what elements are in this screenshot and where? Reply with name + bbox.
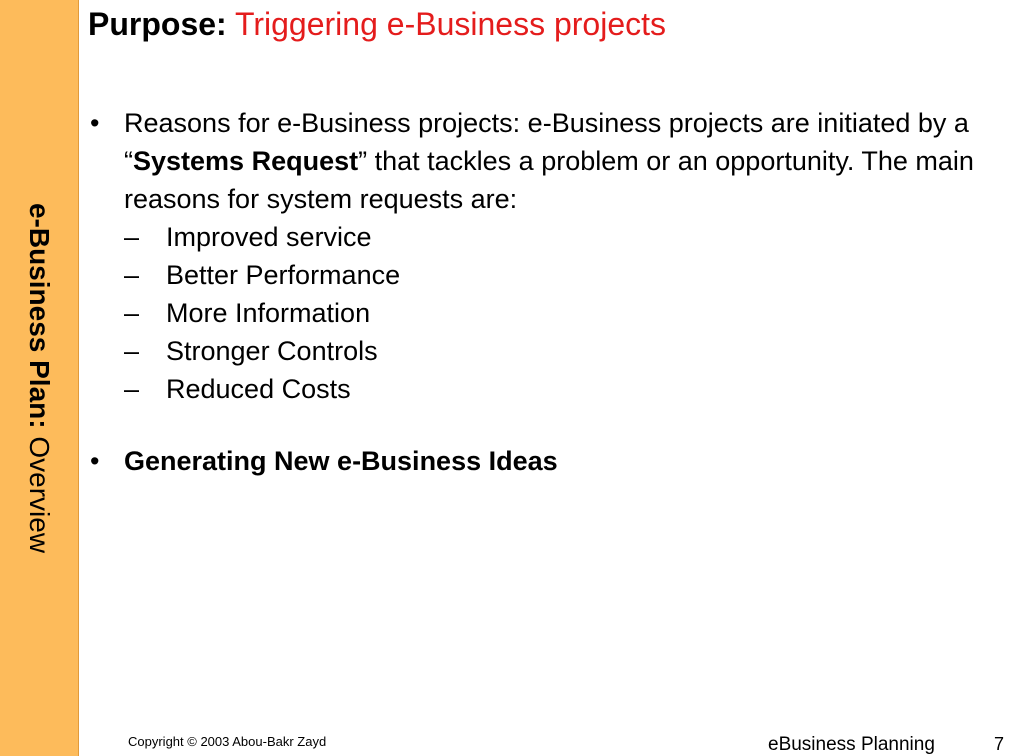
sub-item-text: Stronger Controls — [166, 336, 378, 366]
dash-symbol: – — [124, 298, 140, 328]
sidebar-label-bold: e-Business Plan: — [24, 202, 55, 429]
dash-symbol: – — [124, 260, 140, 290]
slide-title-lead: Purpose: — [88, 6, 227, 42]
bullet-new-ideas — [88, 442, 1008, 480]
sidebar — [0, 0, 79, 756]
page-number: 7 — [994, 734, 1005, 754]
sub-item — [124, 370, 1008, 408]
dash-symbol: – — [124, 222, 140, 252]
slide-title — [88, 6, 666, 43]
footer-copyright: Copyright © 2003 Abou-Bakr Zayd — [128, 734, 327, 749]
dash-symbol: – — [124, 374, 140, 404]
slide-content — [88, 104, 1008, 480]
sub-item — [124, 256, 1008, 294]
sub-item — [124, 332, 1008, 370]
sidebar-label-normal: Overview — [24, 428, 55, 554]
sub-item — [124, 218, 1008, 256]
sidebar-label — [23, 203, 55, 553]
sub-item-text: Better Performance — [166, 260, 401, 290]
sub-item-text: Reduced Costs — [166, 374, 351, 404]
sub-item-text: More Information — [166, 298, 371, 328]
bullet-reasons-bold: Systems Request — [133, 146, 359, 176]
slide-title-rest: Triggering e-Business projects — [226, 6, 666, 42]
dash-symbol: – — [124, 336, 140, 366]
bullet-reasons — [88, 104, 1008, 408]
sub-item — [124, 294, 1008, 332]
bullet-reasons-text-before: Reasons for e-Business projects: e-Business projects are initiated by a “ — [124, 108, 969, 176]
bullet-new-ideas-text: Generating New e-Business Ideas — [124, 446, 558, 476]
bullet-reasons-text-after: ” that tackles a problem or an opportunity. The main reasons for system requests are: — [124, 146, 974, 214]
bullet-symbol: • — [90, 108, 100, 138]
sub-list — [124, 218, 1008, 408]
bullet-symbol: • — [90, 446, 100, 476]
sub-item-text: Improved service — [166, 222, 372, 252]
footer-course-name: eBusiness Planning — [768, 734, 935, 755]
